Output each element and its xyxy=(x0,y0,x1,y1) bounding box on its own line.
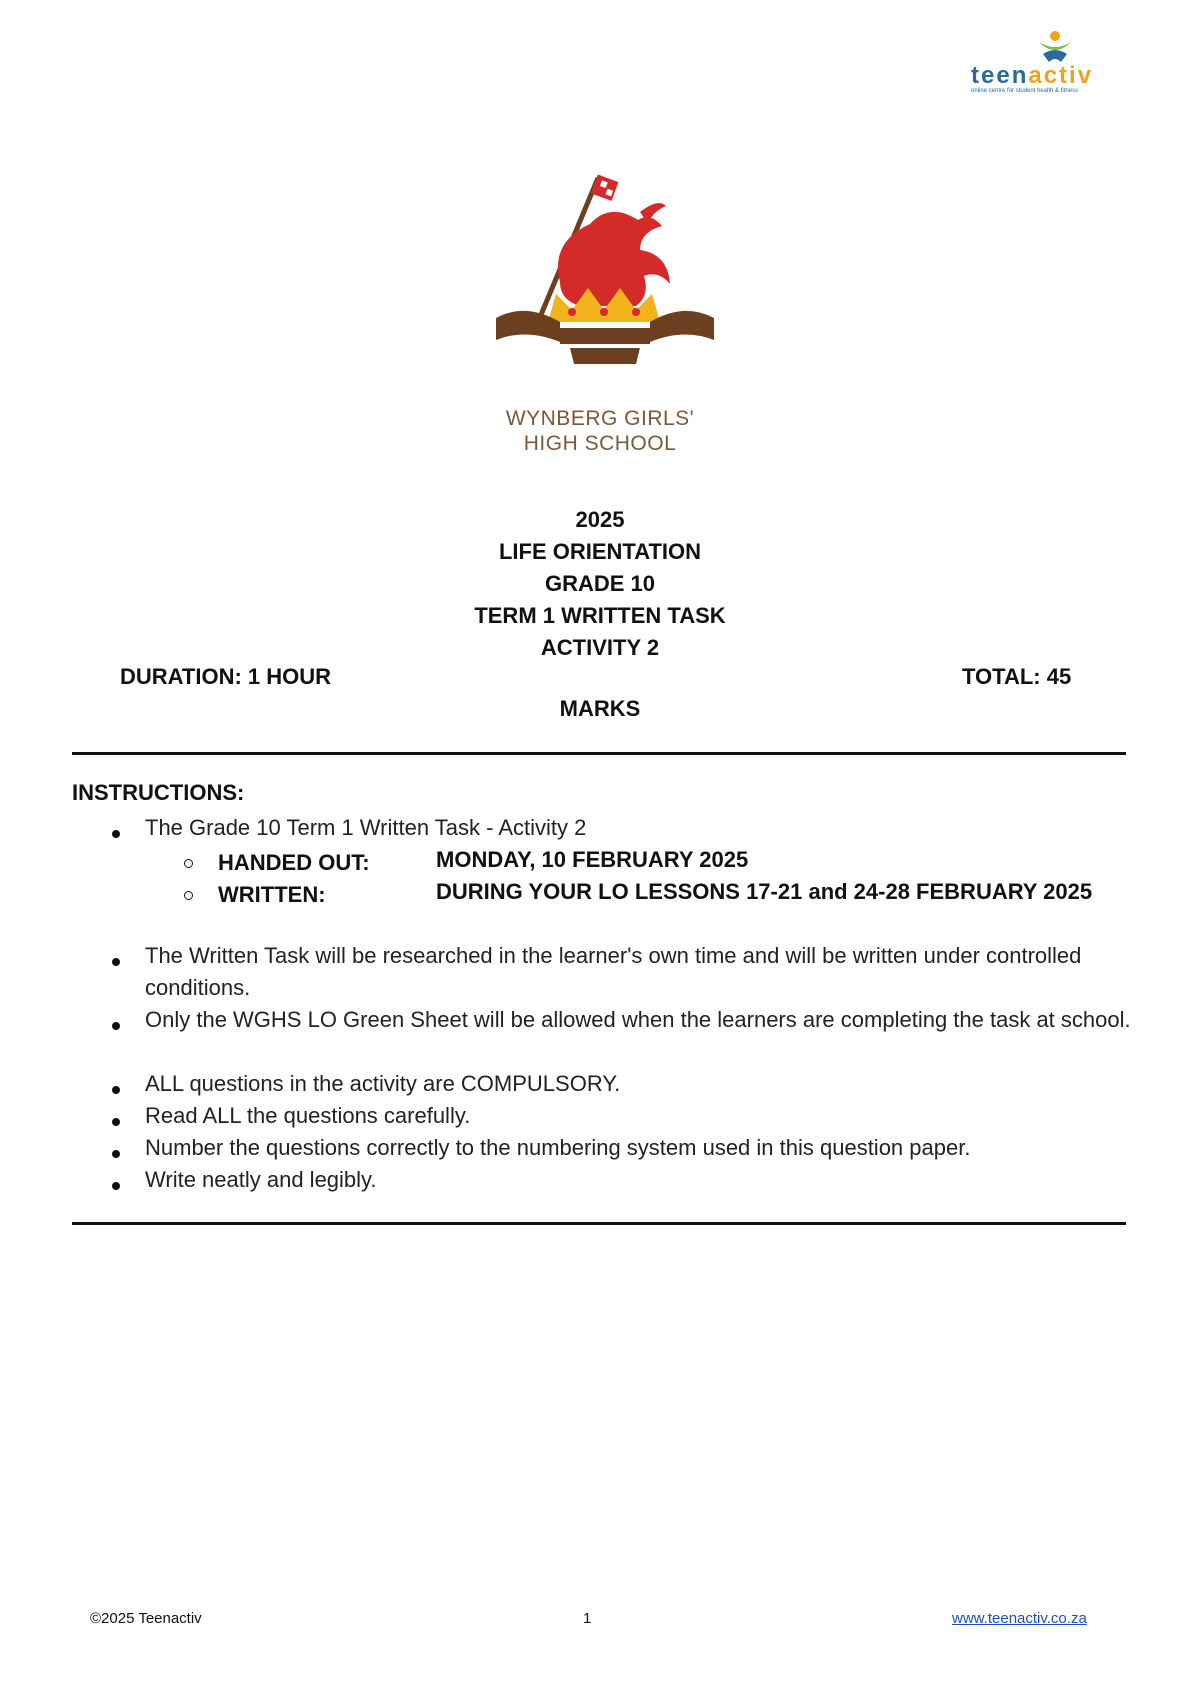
written-label: WRITTEN: xyxy=(218,882,326,907)
divider-bottom xyxy=(72,1222,1126,1225)
marks-label: MARKS xyxy=(559,696,641,721)
footer-copyright: ©2025 Teenactiv xyxy=(90,1610,202,1627)
total-label: TOTAL: 45 xyxy=(962,664,1072,689)
school-name: WYNBERG GIRLS' HIGH SCHOOL xyxy=(505,407,695,455)
instruction-item: Only the WGHS LO Green Sheet will be allowed when the learners are completing the task at school. xyxy=(145,1007,1131,1032)
bullet-icon xyxy=(112,1150,120,1158)
teenactiv-figure-icon xyxy=(1025,28,1085,64)
bullet-icon xyxy=(112,1182,120,1190)
bullet-icon xyxy=(112,830,120,838)
instruction-item: ALL questions in the activity are COMPULSORY. xyxy=(145,1071,621,1096)
instruction-item: Read ALL the questions carefully. xyxy=(145,1103,471,1128)
footer-page-number: 1 xyxy=(583,1610,592,1627)
divider-top xyxy=(72,752,1126,755)
bullet-icon xyxy=(112,1086,120,1094)
written-value: DURING YOUR LO LESSONS 17-21 and 24-28 FEBRUARY 2025 xyxy=(436,879,1093,904)
duration-label: DURATION: 1 HOUR xyxy=(120,664,332,689)
bullet-icon xyxy=(112,1118,120,1126)
crest-lion-icon xyxy=(490,172,720,402)
footer-website-link[interactable]: www.teenactiv.co.za xyxy=(952,1610,1087,1627)
school-crest xyxy=(490,172,720,402)
teenactiv-tagline: online centre for student health & fitness xyxy=(971,88,1079,94)
bullet-icon xyxy=(112,958,120,966)
instruction-item: The Written Task will be researched in the learner's own time and will be written under controlled conditions. xyxy=(145,943,1082,1000)
instruction-item: Write neatly and legibly. xyxy=(145,1167,377,1192)
handed-out-value: MONDAY, 10 FEBRUARY 2025 xyxy=(436,847,749,872)
year-heading: 2025 xyxy=(575,507,625,532)
task-heading: TERM 1 WRITTEN TASK xyxy=(474,603,726,628)
teenactiv-wordmark: teenactiv xyxy=(971,62,1094,89)
teenactiv-logo xyxy=(965,28,1135,98)
grade-heading: GRADE 10 xyxy=(544,571,656,596)
bullet-icon xyxy=(112,1022,120,1030)
instruction-item: The Grade 10 Term 1 Written Task - Activity 2 xyxy=(145,815,587,840)
handed-out-label: HANDED OUT: xyxy=(218,850,370,875)
instruction-item: Number the questions correctly to the numbering system used in this question paper. xyxy=(145,1135,971,1160)
instructions-heading: INSTRUCTIONS: xyxy=(72,780,245,805)
sub-bullet-icon xyxy=(184,859,193,868)
subject-heading: LIFE ORIENTATION xyxy=(498,539,702,564)
activity-heading: ACTIVITY 2 xyxy=(540,635,660,660)
sub-bullet-icon xyxy=(184,891,193,900)
